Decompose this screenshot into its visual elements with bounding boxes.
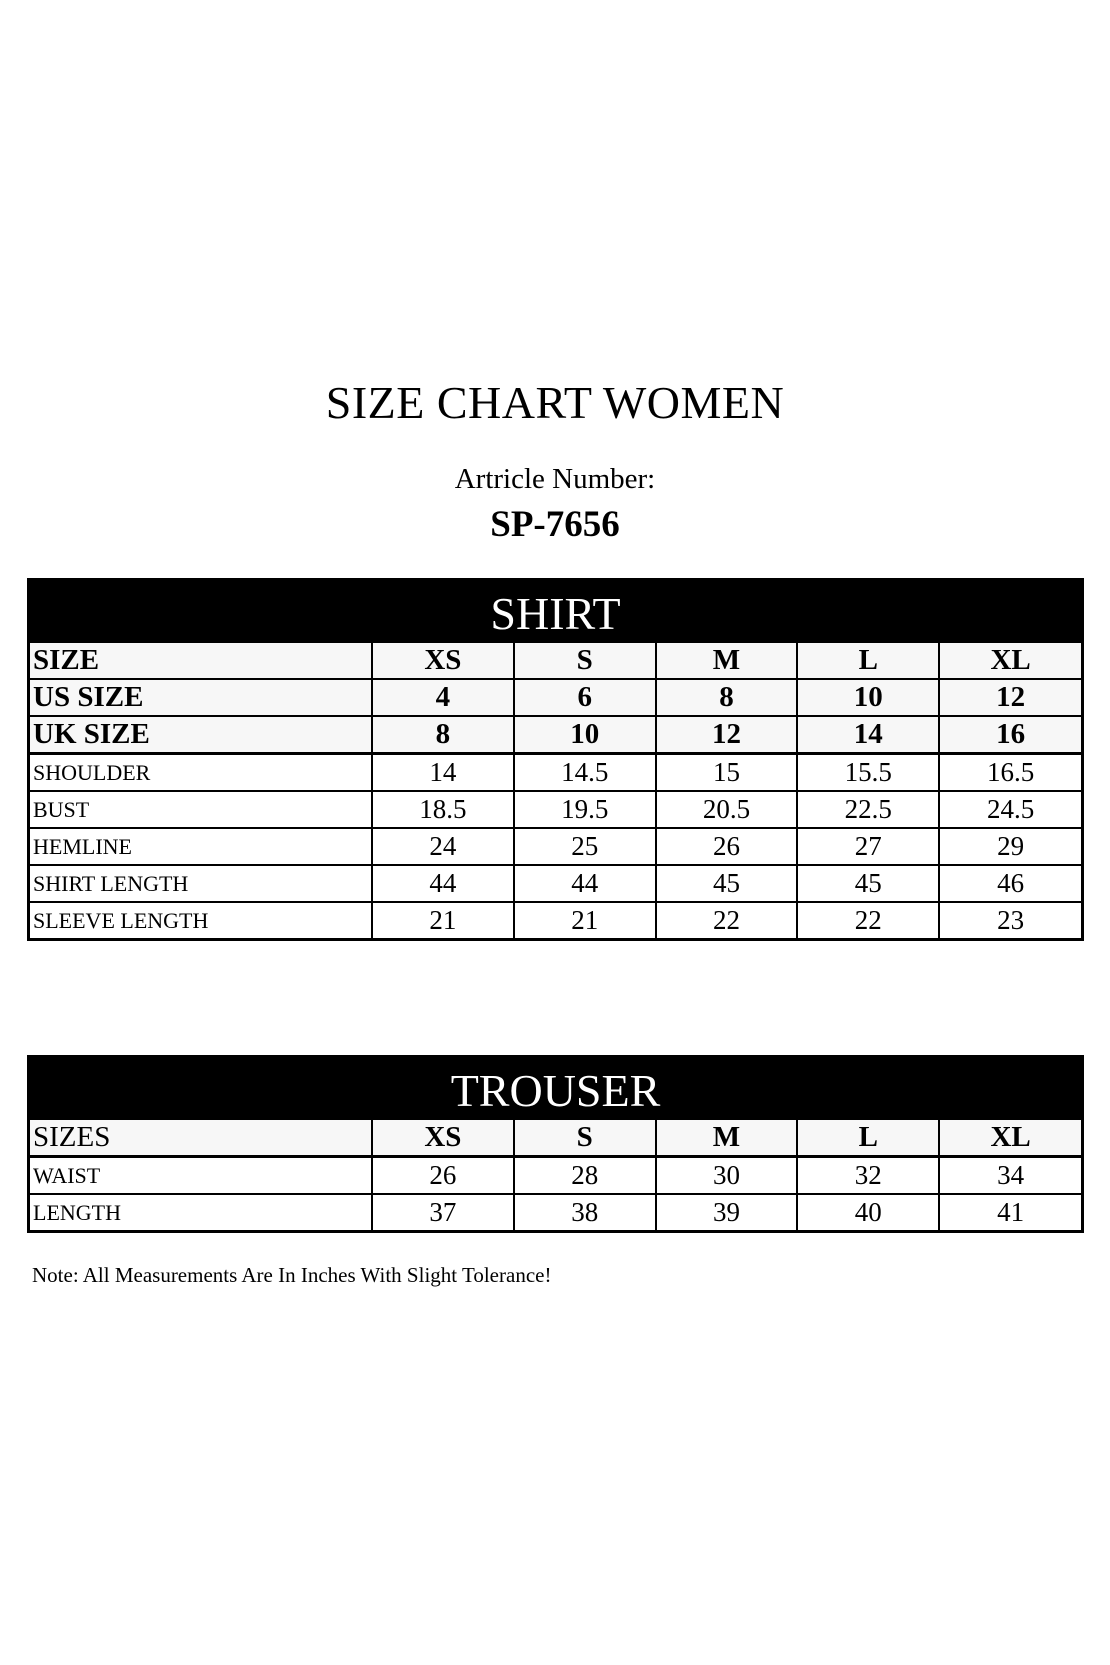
table-cell: 23 [939, 902, 1081, 938]
table-cell: 14.5 [514, 754, 656, 792]
table-cell: L [797, 1120, 939, 1157]
article-number: SP-7656 [490, 504, 620, 545]
table-cell: M [656, 643, 798, 679]
page-title: SIZE CHART WOMEN [325, 377, 785, 428]
table-cell: 22 [656, 902, 798, 938]
trouser-size-table [27, 1055, 1084, 1233]
table-cell: 37 [372, 1194, 514, 1230]
row-label: SHOULDER [30, 754, 372, 792]
table-cell: 28 [514, 1157, 656, 1195]
table-cell: 46 [939, 865, 1081, 902]
shirt-table-grid [30, 643, 1081, 938]
table-cell: S [514, 1120, 656, 1157]
table-cell: 15 [656, 754, 798, 792]
table-cell: 16 [939, 716, 1081, 754]
table-cell: 39 [656, 1194, 798, 1230]
row-label: UK SIZE [30, 716, 372, 754]
table-cell: 21 [372, 902, 514, 938]
table-cell: 26 [656, 828, 798, 865]
shirt-table-title: SHIRT [30, 581, 1081, 643]
table-row [30, 716, 1081, 754]
article-number-label: Artricle Number: [454, 463, 656, 495]
table-cell: 44 [372, 865, 514, 902]
table-cell: 24 [372, 828, 514, 865]
table-cell: 10 [797, 679, 939, 716]
row-label: BUST [30, 791, 372, 828]
table-cell: 8 [372, 716, 514, 754]
row-label: WAIST [30, 1157, 372, 1195]
table-row [30, 1120, 1081, 1157]
measurement-note: Note: All Measurements Are In Inches With Slight Tolerance! [32, 1263, 552, 1287]
table-cell: 27 [797, 828, 939, 865]
row-label: SLEEVE LENGTH [30, 902, 372, 938]
row-label: LENGTH [30, 1194, 372, 1230]
table-cell: L [797, 643, 939, 679]
row-label: HEMLINE [30, 828, 372, 865]
table-cell: 44 [514, 865, 656, 902]
table-cell: 32 [797, 1157, 939, 1195]
trouser-table-grid [30, 1120, 1081, 1230]
table-cell: 21 [514, 902, 656, 938]
row-label: SIZE [30, 643, 372, 679]
table-row [30, 865, 1081, 902]
table-cell: 22.5 [797, 791, 939, 828]
table-cell: 29 [939, 828, 1081, 865]
row-label: SIZES [30, 1120, 372, 1157]
table-cell: XS [372, 643, 514, 679]
table-cell: 10 [514, 716, 656, 754]
table-row [30, 1194, 1081, 1230]
table-cell: 30 [656, 1157, 798, 1195]
table-cell: 25 [514, 828, 656, 865]
table-row [30, 643, 1081, 679]
table-cell: 22 [797, 902, 939, 938]
table-cell: XS [372, 1120, 514, 1157]
table-cell: 12 [656, 716, 798, 754]
table-cell: 45 [797, 865, 939, 902]
table-cell: 15.5 [797, 754, 939, 792]
table-cell: 14 [797, 716, 939, 754]
table-cell: 34 [939, 1157, 1081, 1195]
table-cell: 14 [372, 754, 514, 792]
table-cell: 24.5 [939, 791, 1081, 828]
table-cell: 8 [656, 679, 798, 716]
shirt-size-table [27, 578, 1084, 941]
table-cell: 4 [372, 679, 514, 716]
table-cell: 18.5 [372, 791, 514, 828]
table-cell: M [656, 1120, 798, 1157]
row-label: SHIRT LENGTH [30, 865, 372, 902]
table-row [30, 679, 1081, 716]
table-cell: XL [939, 643, 1081, 679]
table-cell: XL [939, 1120, 1081, 1157]
table-row [30, 791, 1081, 828]
table-row [30, 828, 1081, 865]
table-cell: 38 [514, 1194, 656, 1230]
table-row [30, 754, 1081, 792]
table-cell: S [514, 643, 656, 679]
table-cell: 16.5 [939, 754, 1081, 792]
table-cell: 6 [514, 679, 656, 716]
table-cell: 26 [372, 1157, 514, 1195]
table-cell: 20.5 [656, 791, 798, 828]
trouser-table-title: TROUSER [30, 1058, 1081, 1120]
table-cell: 12 [939, 679, 1081, 716]
table-cell: 41 [939, 1194, 1081, 1230]
table-cell: 40 [797, 1194, 939, 1230]
table-row [30, 902, 1081, 938]
table-row [30, 1157, 1081, 1195]
table-cell: 19.5 [514, 791, 656, 828]
row-label: US SIZE [30, 679, 372, 716]
table-cell: 45 [656, 865, 798, 902]
